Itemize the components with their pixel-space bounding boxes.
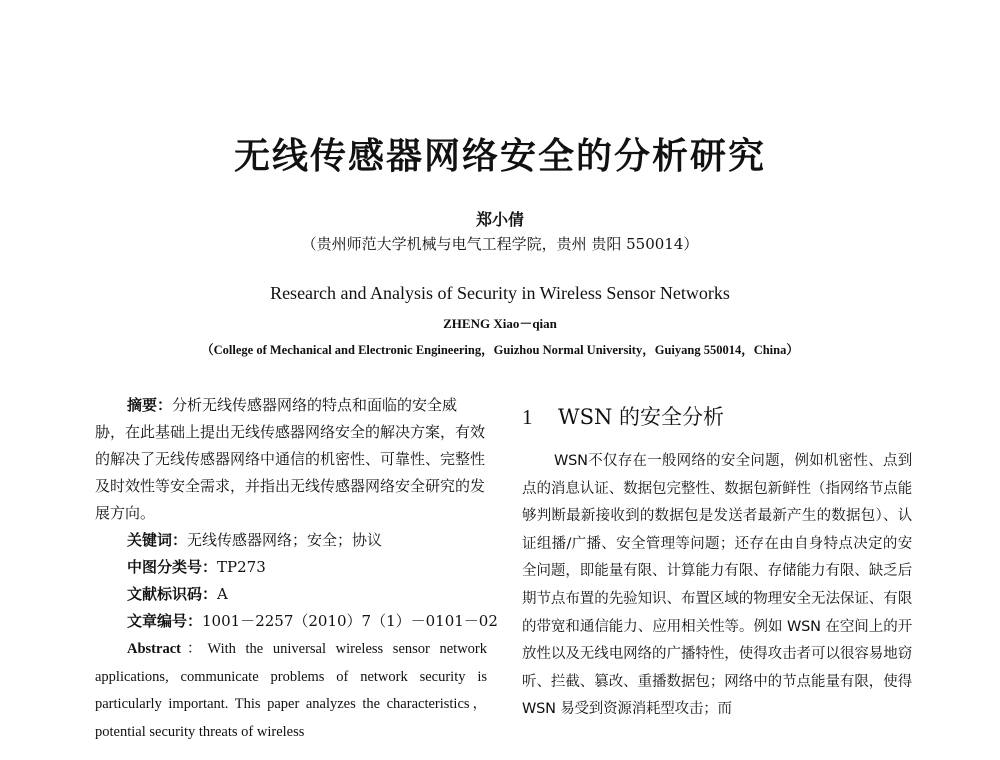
keywords-label: 关键词： [127,531,188,549]
abstract-cn-text: 分析无线传感器网络的特点和面临的安全威胁，在此基础上提出无线传感器网络安全的解决方案，有效的解决了无线传感器网络中通信的机密性、可靠性、完整性及时效性等安全需求，并指出无线传感器网络安全研究的发展方向。 [95,396,486,522]
left-column [95,392,498,746]
clc-number-label: 中图分类号： [127,558,218,576]
abstract-en [95,636,487,746]
section-number: 1 [522,405,533,429]
abstract-cn [95,392,487,527]
author-name-cn: 郑小倩 [475,210,524,229]
author-name-en: ZHENG Xiao－qian [443,316,557,331]
article-number-value: 1001－2257（2010）7（1）－0101－02 [202,612,498,630]
article-number-row [95,608,498,635]
doc-code-label: 文献标识码： [127,585,218,603]
affiliation-cn: （贵州师范大学机械与电气工程学院，贵州 贵阳 550014） [301,235,699,253]
section-heading [522,402,912,432]
doc-code-value: A [217,585,228,603]
paper-title-cn: 无线传感器网络安全的分析研究 [233,135,766,177]
section-title: WSN 的安全分析 [558,405,725,429]
paper-title-en: Research and Analysis of Security in Wireless Sensor Networks [270,283,730,303]
keywords-row [95,527,487,554]
keywords-value: 无线传感器网络；安全；协议 [187,531,383,549]
affiliation-en: （College of Mechanical and Electronic Engineering，Guizhou Normal University，Guiyang 550014，China） [201,343,799,357]
section-body: WSN不仅存在一般网络的安全问题，例如机密性、点到点的消息认证、数据包完整性、数据包新鲜性（指网络节点能够判断最新接收到的数据包是发送者最新产生的数据包）、认证组播/广播、安全管理等问题；还存在由自身特点决定的安全问题，即能量有限、计算能力有限、存储能力有限、缺乏后期节点布置的先验知识、布置区域的物理安全无法保证、有限的带宽和通信能力、应用相关性等。例如 WSN 在空间上的开放性以及无线电网络的广播特性，使得攻击者可以很容易地窃听、拦截、篡改、重播数据包；网络中的节点能量有限，使得 WSN 易受到资源消耗型攻击；而 [522,453,912,718]
abstract-en-text: ：With the universal wireless sensor network applications, communicate problems of network security is particularly important. This paper analyzes the characteristics，potential security threats of wireless [95,641,487,740]
clc-number-row [95,554,487,581]
abstract-cn-label: 摘要： [127,396,173,414]
abstract-en-label: Abstract [127,641,181,657]
article-number-label: 文章编号： [127,612,203,630]
right-column [522,402,912,724]
clc-number-value: TP273 [217,558,266,576]
doc-code-row [95,581,487,608]
